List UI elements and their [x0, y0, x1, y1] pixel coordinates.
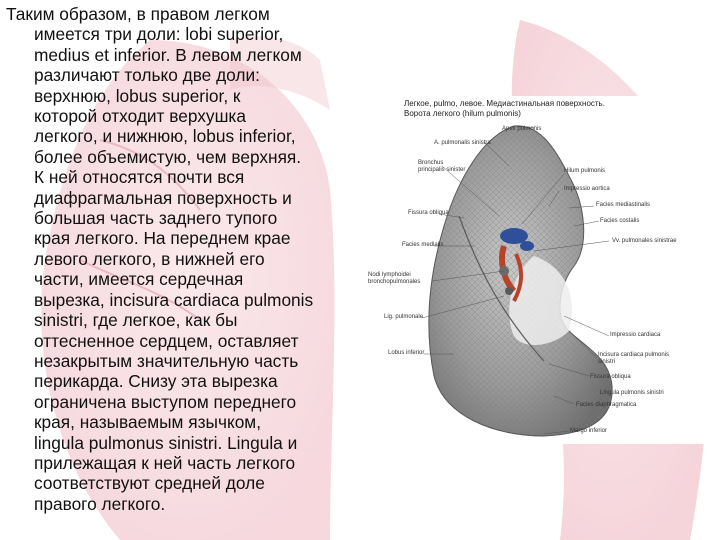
text-line: легкого, и нижнюю, lobus inferior,: [34, 126, 296, 147]
text-line: края легкого. На переднем крае: [34, 228, 291, 249]
text-line: прилежащая к ней часть легкого: [34, 452, 296, 473]
figure-title-line1: Легкое, pulmo, левое. Медиастинальная поверхность.: [404, 99, 605, 108]
figure-label: Vv. pulmonales sinistrae: [612, 238, 677, 244]
text-line: lingula pulmonus sinistri. Lingula и: [34, 432, 298, 453]
text-line: имеется три доли: lobi superior,: [34, 24, 284, 45]
text-line: соответствуют средней доле: [34, 473, 265, 494]
figure-label: Fissura obliqua: [408, 210, 449, 216]
figure-label: Margo inferior: [570, 428, 608, 434]
text-line: левого легкого, в нижней его: [34, 248, 265, 269]
text-line: оттесненное сердцем, оставляет: [34, 330, 299, 351]
figure-label: Lobus inferior: [388, 350, 425, 356]
text-line: medius et inferior. В левом легком: [34, 44, 302, 65]
text-line: большая часть заднего тупого: [34, 208, 278, 229]
figure-label: Bronchus principalis sinister: [418, 160, 466, 173]
text-line: которой отходит верхушка: [34, 106, 246, 127]
figure-label: Impressio cardiaca: [610, 332, 661, 338]
figure-label: Impressio aortica: [564, 186, 610, 192]
text-line: диафрагмальная поверхность и: [34, 187, 292, 208]
text-line: Таким образом, в правом легком: [6, 4, 270, 24]
text-line: К ней относятся почти вся: [34, 167, 245, 188]
anatomy-figure: [364, 96, 714, 444]
figure-title-line2: Ворота легкого (hilum pulmonis): [404, 109, 521, 118]
text-line: sinistri, где легкое, как бы: [34, 310, 238, 331]
figure-label: Hilum pulmonis: [564, 168, 606, 174]
text-line: правого легкого.: [34, 493, 166, 514]
text-line: различают только две доли:: [34, 65, 260, 86]
body-text: [6, 4, 358, 514]
figure-label: Facies mediastinalis: [596, 202, 651, 208]
text-line: части, имеется сердечная: [34, 269, 244, 290]
text-line: незакрытым значительную часть: [34, 350, 299, 371]
figure-label: Facies costalis: [600, 218, 640, 224]
figure-label: Nodi lymphoidei bronchopulmonales: [368, 272, 421, 285]
figure-label: Apex pulmonis: [502, 126, 542, 132]
figure-label: Lig. pulmonale: [384, 314, 424, 320]
text-line: вырезка, incisura cardiaca pulmonis: [34, 289, 314, 310]
figure-label: Incisura cardiaca pulmonis sinistri: [598, 352, 670, 365]
text-line: верхнюю, lobus superior, к: [34, 85, 241, 106]
figure-label: Facies diaphragmatica: [576, 402, 637, 408]
text-line: ограничена выступом переднего: [34, 391, 297, 412]
figure-label: Facies medialis: [402, 242, 444, 248]
figure-label: Fissura obliqua: [590, 374, 631, 380]
text-line: более объемистую, чем верхняя.: [34, 146, 302, 167]
text-line: края, называемым язычком,: [34, 412, 261, 433]
text-line: перикарда. Снизу эта вырезка: [34, 371, 278, 392]
figure-label: A. pulmonalis sinistra: [434, 140, 491, 146]
figure-label: Lingula pulmonis sinistri: [600, 390, 664, 396]
